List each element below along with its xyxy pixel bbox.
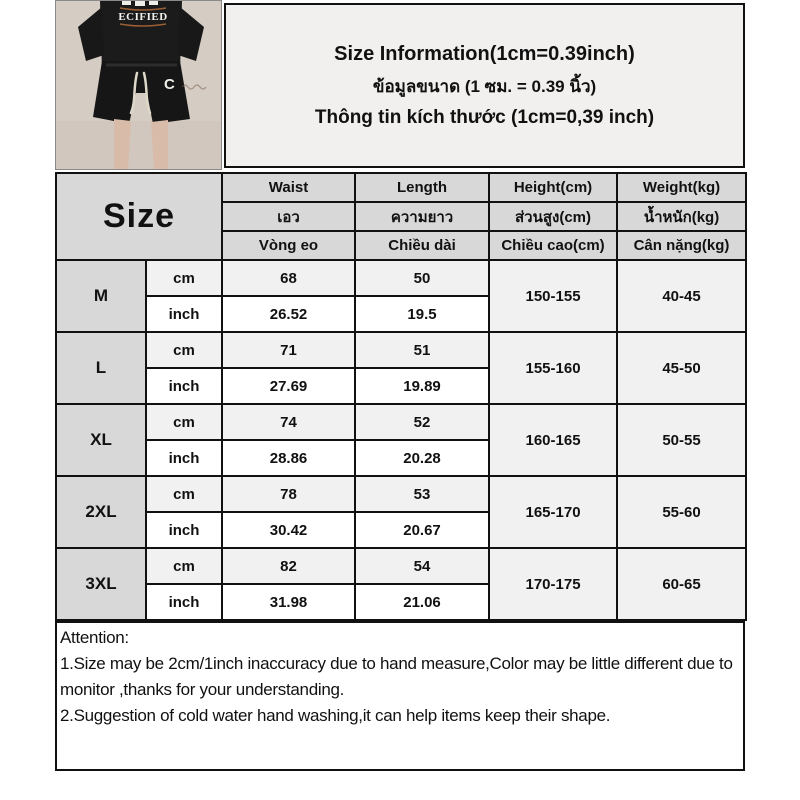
header-length-th: ความยาว bbox=[355, 202, 489, 231]
row-xl-cm bbox=[56, 404, 746, 440]
header-length-en: Length bbox=[355, 173, 489, 202]
row-m-cm bbox=[56, 260, 746, 296]
l-length-inch: 19.89 bbox=[355, 368, 489, 404]
top-row bbox=[55, 0, 745, 170]
header-length-vi: Chiều dài bbox=[355, 231, 489, 260]
header-weight-en: Weight(kg) bbox=[617, 173, 746, 202]
size-label-m: M bbox=[56, 260, 146, 332]
unit-inch: inch bbox=[146, 512, 222, 548]
right-leg bbox=[151, 120, 168, 169]
unit-inch: inch bbox=[146, 584, 222, 620]
2xl-waist-inch: 30.42 bbox=[222, 512, 355, 548]
unit-cm: cm bbox=[146, 260, 222, 296]
size-label-l: L bbox=[56, 332, 146, 404]
unit-cm: cm bbox=[146, 404, 222, 440]
m-height: 150-155 bbox=[489, 260, 617, 332]
size-label-3xl: 3XL bbox=[56, 548, 146, 620]
l-waist-cm: 71 bbox=[222, 332, 355, 368]
size-chart-sheet bbox=[55, 0, 745, 771]
3xl-waist-cm: 82 bbox=[222, 548, 355, 584]
2xl-waist-cm: 78 bbox=[222, 476, 355, 512]
xl-length-inch: 20.28 bbox=[355, 440, 489, 476]
3xl-waist-inch: 31.98 bbox=[222, 584, 355, 620]
3xl-length-inch: 21.06 bbox=[355, 584, 489, 620]
header-row-en bbox=[56, 173, 746, 202]
header-waist-th: เอว bbox=[222, 202, 355, 231]
header-waist-en: Waist bbox=[222, 173, 355, 202]
size-label-2xl: 2XL bbox=[56, 476, 146, 548]
3xl-height: 170-175 bbox=[489, 548, 617, 620]
m-weight: 40-45 bbox=[617, 260, 746, 332]
model-figure-illustration bbox=[56, 1, 221, 169]
unit-cm: cm bbox=[146, 548, 222, 584]
2xl-height: 165-170 bbox=[489, 476, 617, 548]
header-height-en: Height(cm) bbox=[489, 173, 617, 202]
l-height: 155-160 bbox=[489, 332, 617, 404]
size-corner-label: Size bbox=[56, 173, 222, 260]
unit-cm: cm bbox=[146, 476, 222, 512]
xl-length-cm: 52 bbox=[355, 404, 489, 440]
m-length-inch: 19.5 bbox=[355, 296, 489, 332]
shirt-print-fragment bbox=[122, 1, 131, 5]
unit-cm: cm bbox=[146, 332, 222, 368]
header-height-vi: Chiều cao(cm) bbox=[489, 231, 617, 260]
attention-heading: Attention: bbox=[60, 628, 129, 647]
header-weight-vi: Cân nặng(kg) bbox=[617, 231, 746, 260]
header-height-th: ส่วนสูง(cm) bbox=[489, 202, 617, 231]
size-table bbox=[55, 172, 747, 621]
row-2xl-cm bbox=[56, 476, 746, 512]
m-length-cm: 50 bbox=[355, 260, 489, 296]
shirt-print-fragment bbox=[149, 1, 158, 5]
photo-floor bbox=[56, 121, 221, 169]
2xl-length-inch: 20.67 bbox=[355, 512, 489, 548]
unit-inch: inch bbox=[146, 368, 222, 404]
shirt-print-text: ECIFIED bbox=[118, 11, 168, 23]
title-vietnamese: Thông tin kích thước (1cm=0,39 inch) bbox=[314, 106, 655, 128]
xl-waist-inch: 28.86 bbox=[222, 440, 355, 476]
header-weight-th: น้ำหนัก(kg) bbox=[617, 202, 746, 231]
3xl-length-cm: 54 bbox=[355, 548, 489, 584]
l-weight: 45-50 bbox=[617, 332, 746, 404]
m-waist-cm: 68 bbox=[222, 260, 355, 296]
attention-box bbox=[55, 621, 745, 771]
3xl-weight: 60-65 bbox=[617, 548, 746, 620]
left-leg bbox=[114, 119, 131, 169]
m-waist-inch: 26.52 bbox=[222, 296, 355, 332]
l-length-cm: 51 bbox=[355, 332, 489, 368]
xl-height: 160-165 bbox=[489, 404, 617, 476]
attention-line-2: 2.Suggestion of cold water hand washing,it can help items keep their shape. bbox=[60, 706, 611, 725]
row-3xl-cm bbox=[56, 548, 746, 584]
title-english: Size Information(1cm=0.39inch) bbox=[334, 42, 635, 65]
row-l-cm bbox=[56, 332, 746, 368]
shirt-print-fragment bbox=[135, 1, 145, 6]
title-box bbox=[224, 3, 745, 168]
xl-weight: 50-55 bbox=[617, 404, 746, 476]
l-waist-inch: 27.69 bbox=[222, 368, 355, 404]
shorts-letter: C bbox=[164, 76, 175, 93]
header-waist-vi: Vòng eo bbox=[222, 231, 355, 260]
title-thai: ข้อมูลขนาด (1 ซม. = 0.39 นิ้ว) bbox=[372, 76, 597, 96]
unit-inch: inch bbox=[146, 296, 222, 332]
xl-waist-cm: 74 bbox=[222, 404, 355, 440]
unit-inch: inch bbox=[146, 440, 222, 476]
product-photo bbox=[55, 0, 222, 170]
2xl-length-cm: 53 bbox=[355, 476, 489, 512]
attention-line-1: 1.Size may be 2cm/1inch inaccuracy due to hand measure,Color may be little different due to monitor ,thanks for your understanding. bbox=[60, 654, 733, 699]
size-label-xl: XL bbox=[56, 404, 146, 476]
2xl-weight: 55-60 bbox=[617, 476, 746, 548]
